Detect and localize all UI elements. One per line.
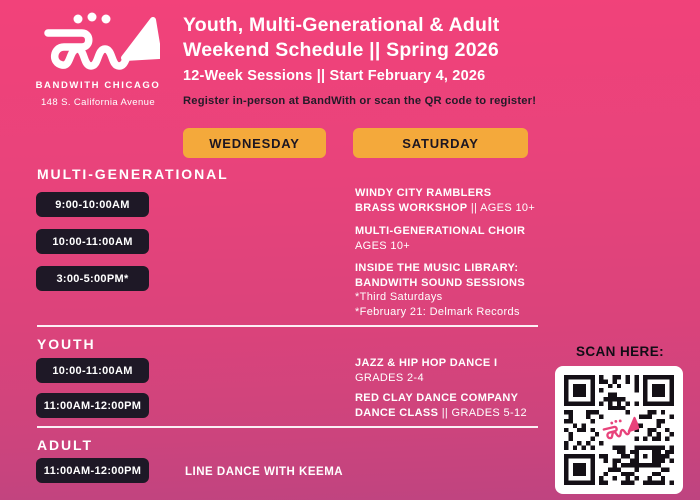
class-name: BRASS WORKSHOP: [355, 201, 468, 214]
time-pill: 11:00AM-12:00PM: [36, 458, 149, 483]
class-name: WINDY CITY RAMBLERS: [355, 187, 492, 199]
sessions-info: 12-Week Sessions || Start February 4, 2026: [183, 68, 486, 84]
class-meta: GRADES 2-4: [355, 371, 424, 384]
class-meta: || GRADES 5-12: [441, 406, 527, 419]
class-name: DANCE CLASS: [355, 406, 439, 419]
class-name: LINE DANCE WITH KEEMA: [185, 466, 344, 478]
class-note: *Third Saturdays: [355, 291, 443, 303]
class-name: JAZZ & HIP HOP DANCE I: [355, 357, 498, 369]
section-divider: [37, 325, 538, 327]
brand-name: BANDWITH CHICAGO: [35, 80, 161, 91]
register-note: Register in-person at BandWith or scan the QR code to register!: [183, 95, 537, 107]
time-pill: 3:00-5:00PM*: [36, 266, 149, 291]
section-divider: [37, 426, 538, 428]
time-pill: 10:00-11:00AM: [36, 229, 149, 254]
class-meta: || AGES 10+: [470, 201, 536, 214]
saturday-button[interactable]: SATURDAY: [353, 128, 528, 158]
brand-address: 148 S. California Avenue: [41, 97, 155, 108]
page-title: [183, 13, 499, 62]
class-listing: [355, 391, 527, 420]
class-listing: [355, 224, 525, 253]
class-name: RED CLAY DANCE COMPANY: [355, 392, 519, 404]
class-note: *February 21: Delmark Records: [355, 305, 520, 318]
class-listing: [355, 186, 535, 215]
class-name: INSIDE THE MUSIC LIBRARY:: [355, 262, 519, 274]
class-meta: AGES 10+: [355, 239, 411, 252]
scan-here-label: SCAN HERE:: [575, 344, 664, 359]
class-listing: [355, 261, 525, 319]
section-title-multi-generational: MULTI-GENERATIONAL: [37, 166, 229, 182]
class-name: BANDWITH SOUND SESSIONS: [355, 276, 526, 289]
section-title-youth: YOUTH: [37, 336, 96, 352]
class-listing: [355, 356, 497, 385]
time-pill: 10:00-11:00AM: [36, 358, 149, 383]
wednesday-button[interactable]: WEDNESDAY: [183, 128, 326, 158]
page-title-line2: Weekend Schedule || Spring 2026: [183, 38, 499, 61]
trumpet-logo-icon: [38, 12, 160, 76]
time-pill: 11:00AM-12:00PM: [36, 393, 149, 418]
page-title-line1: Youth, Multi-Generational & Adult: [183, 14, 500, 36]
class-name: MULTI-GENERATIONAL CHOIR: [355, 225, 526, 237]
time-pill: 9:00-10:00AM: [36, 192, 149, 217]
section-title-adult: ADULT: [37, 437, 93, 453]
qr-code: [555, 366, 683, 494]
